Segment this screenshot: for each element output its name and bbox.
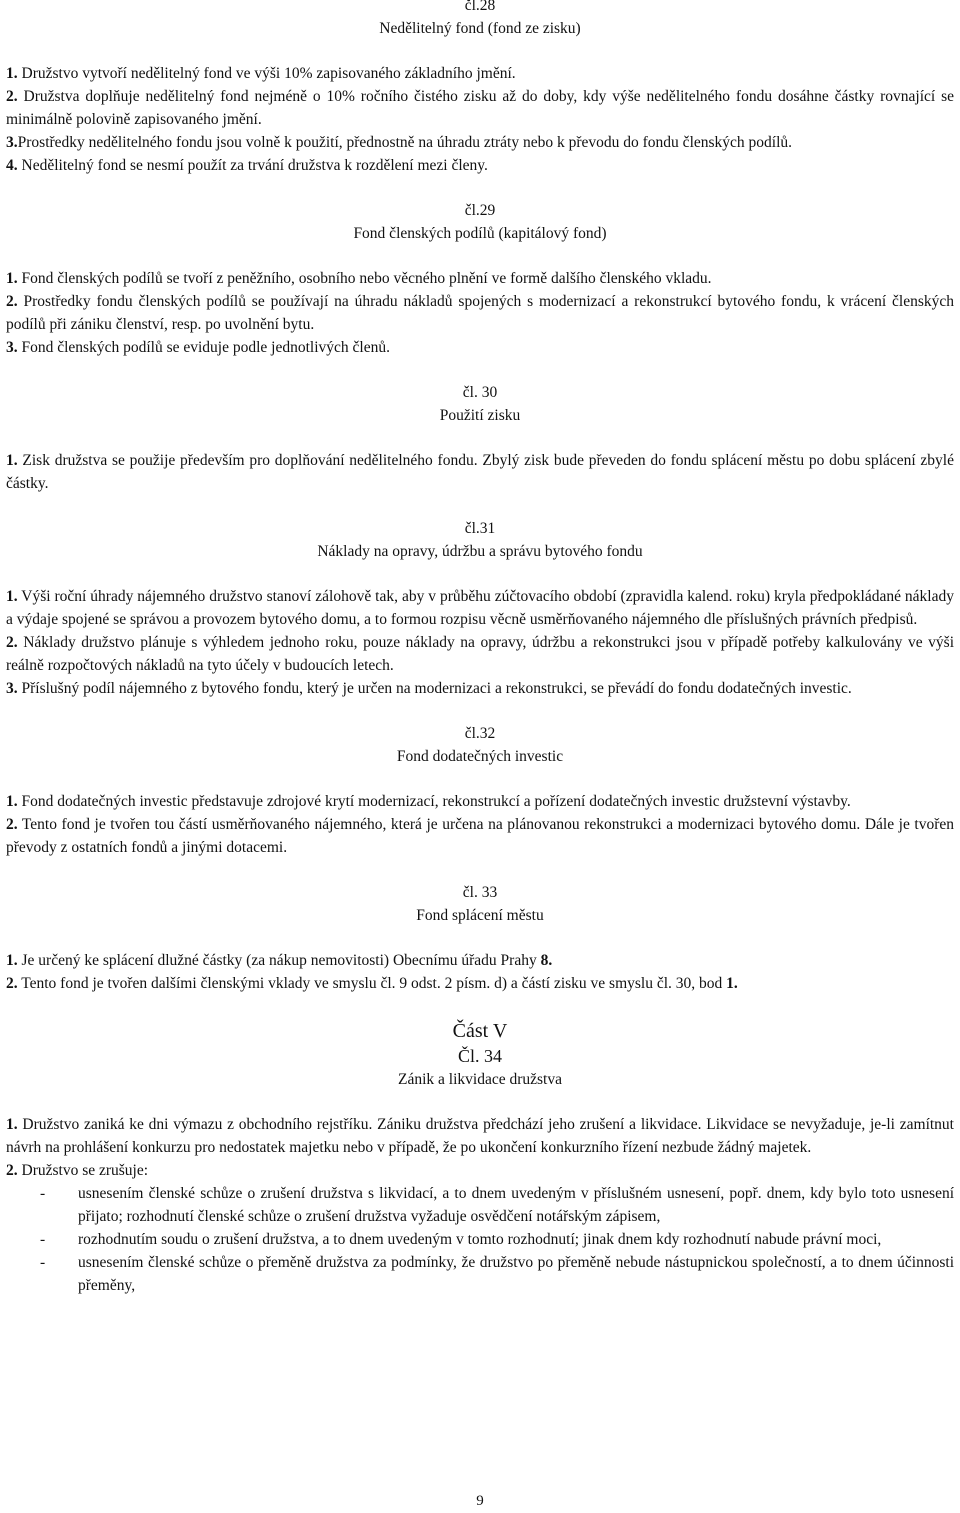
paragraph-number: 1. [6, 270, 18, 287]
article-29 [6, 199, 954, 359]
paragraph [6, 813, 954, 859]
paragraph-number: 2. [6, 293, 18, 310]
article-31 [6, 517, 954, 700]
article-number: čl.28 [464, 0, 496, 14]
page-number: 9 [476, 1493, 484, 1509]
article-number: čl. 33 [462, 884, 498, 901]
paragraph-number: 3. [6, 680, 18, 697]
paragraph-number: 4. [6, 157, 18, 174]
paragraph [6, 449, 954, 495]
list-item-text: rozhodnutím soudu o zrušení družstva, a to dnem uvedeným v tomto rozhodnutí; jinak dnem kdy rozhodnutí nabude právní moci, [78, 1231, 882, 1248]
article-number: čl.31 [464, 520, 496, 537]
paragraph-number: 2. [6, 88, 18, 105]
article-30 [6, 381, 954, 495]
paragraph [6, 631, 954, 677]
article-number: Čl. 34 [457, 1046, 502, 1066]
dash-bullet: - [40, 1185, 46, 1202]
paragraph-number: 2. [6, 816, 18, 833]
paragraph-text: Tento fond je tvořen dalšími členskými vklady ve smyslu čl. 9 odst. 2 písm. d) a částí zisku ve smyslu čl. 30, bod [17, 975, 727, 992]
article-28 [6, 0, 954, 177]
paragraph-text: Tento fond je tvořen tou částí usměrňovaného nájemného, která je určena na plánovanou rekonstrukci a modernizaci bytového domu. Dále je tvořen převody z ostatních fondů a jinými dotacemi. [6, 816, 954, 856]
dash-bullet: - [40, 1254, 46, 1271]
paragraph-text: Družstva doplňuje nedělitelný fond nejméně o 10% ročního čistého zisku až do doby, kdy výše nedělitelného fondu dosáhne částky rovnající se minimálně polovině zapisovaného jmění. [6, 88, 954, 128]
paragraph-text: Prostředky fondu členských podílů se používají na úhradu nákladů spojených s modernizací a rekonstrukcí bytového fondu, k vrácení členských podílů při zániku členství, resp. po uvolnění bytu. [6, 293, 954, 333]
paragraph-text: Družstvo vytvoří nedělitelný fond ve výši 10% zapisovaného základního jmění. [17, 65, 516, 82]
paragraph-text: Prostředky nedělitelného fondu jsou volně k použití, přednostně na úhradu ztráty nebo k převodu do fondu členských podílů. [17, 134, 793, 151]
article-title: Použití zisku [439, 407, 521, 424]
paragraph [6, 972, 954, 995]
paragraph-number: 2. [6, 634, 18, 651]
article-title: Nedělitelný fond (fond ze zisku) [379, 20, 581, 37]
paragraph-number: 1. [6, 793, 18, 810]
paragraph [6, 949, 954, 972]
paragraph-text: Nedělitelný fond se nesmí použít za trvání družstva k rozdělení mezi členy. [17, 157, 488, 174]
article-title: Fond členských podílů (kapitálový fond) [353, 225, 607, 242]
paragraph-text: Příslušný podíl nájemného z bytového fondu, který je určen na modernizaci a rekonstrukci, se převádí do fondu dodatečných investic. [17, 680, 852, 697]
paragraph [6, 154, 954, 177]
paragraph-number: 3. [6, 339, 18, 356]
article-number: čl.32 [464, 725, 496, 742]
paragraph [6, 1113, 954, 1159]
paragraph [6, 790, 954, 813]
paragraph-bold-end: 8. [540, 952, 553, 969]
paragraph-text: Náklady družstvo plánuje s výhledem jednoho roku, pouze náklady na opravy, údržbu a rekonstrukci jsou v případě potřeby kalkulovány ve výši reálně rozpočtových nákladů na tyto účely v budoucích letech. [6, 634, 954, 674]
article-title: Náklady na opravy, údržbu a správu bytového fondu [317, 543, 643, 560]
paragraph-number: 1. [6, 452, 18, 469]
list-item [6, 1228, 954, 1251]
paragraph-text: Fond dodatečných investic představuje zdrojové krytí modernizací, rekonstrukcí a pořízení dodatečných investic družstevní výstavby. [17, 793, 851, 810]
paragraph-text: Výši roční úhrady nájemného družstvo stanoví zálohově tak, aby v průběhu zúčtovacího období (zpravidla kalend. roku) kryla předpokládané náklady a výdaje spojené se správou a provozem bytového domu, a to formou rozpisu věcně usměrňovaného nájemného dle příslušných právních předpisů. [6, 588, 954, 628]
list-item [6, 1182, 954, 1228]
paragraph-bold-end: 1. [726, 975, 738, 992]
article-title: Fond dodatečných investic [396, 748, 564, 765]
paragraph [6, 1159, 954, 1182]
paragraph [6, 290, 954, 336]
paragraph-text: Je určený ke splácení dlužné částky (za nákup nemovitosti) Obecnímu úřadu Prahy [17, 952, 541, 969]
paragraph-number: 1. [6, 588, 18, 605]
paragraph [6, 62, 954, 85]
list-item-text: usnesením členské schůze o přeměně družstva za podmínky, že družstvo po přeměně nebude nástupnickou společností, a to dnem účinnosti přeměny, [78, 1254, 954, 1294]
paragraph-number: 2. [6, 1162, 18, 1179]
part-title: Část V [452, 1020, 508, 1042]
paragraph [6, 677, 954, 700]
list-item [6, 1251, 954, 1297]
part-v [6, 1019, 954, 1297]
paragraph-number: 1. [6, 1116, 18, 1133]
paragraph-number: 2. [6, 975, 18, 992]
paragraph-text: Zisk družstva se použije především pro doplňování nedělitelného fondu. Zbylý zisk bude převeden do fondu splácení městu po dobu splácení zbylé částky. [6, 452, 954, 492]
paragraph-number: 3. [6, 134, 18, 151]
paragraph-text: Družstvo zaniká ke dni výmazu z obchodního rejstříku. Zániku družstva předchází jeho zrušení a likvidace. Likvidace se nevyžaduje, je-li zamítnut návrh na prohlášení konkurzu pro nedostatek majetku nebo v případě, že po ukončení konkurzního řízení nezbude žádný majetek. [6, 1116, 954, 1156]
article-33 [6, 881, 954, 995]
article-number: čl.29 [464, 202, 496, 219]
article-32 [6, 722, 954, 859]
paragraph-number: 1. [6, 952, 18, 969]
dash-bullet: - [40, 1231, 46, 1248]
article-title: Fond splácení městu [416, 907, 544, 924]
document-page [6, 0, 954, 1297]
paragraph-text: Fond členských podílů se eviduje podle jednotlivých členů. [17, 339, 390, 356]
paragraph [6, 336, 954, 359]
paragraph [6, 131, 954, 154]
article-title: Zánik a likvidace družstva [398, 1071, 562, 1088]
paragraph-text: Družstvo se zrušuje: [17, 1162, 149, 1179]
paragraph [6, 267, 954, 290]
paragraph [6, 85, 954, 131]
article-number: čl. 30 [462, 384, 498, 401]
list-item-text: usnesením členské schůze o zrušení družstva s likvidací, a to dnem uvedeným v příslušném usnesení, popř. dnem, kdy bylo toto usnesení přijato; rozhodnutí členské schůze o zrušení družstva vyžaduje osvědčení notářským zápisem, [78, 1185, 954, 1225]
paragraph-text: Fond členských podílů se tvoří z peněžního, osobního nebo věcného plnění ve formě dalšího členského vkladu. [17, 270, 712, 287]
paragraph [6, 585, 954, 631]
paragraph-number: 1. [6, 65, 18, 82]
